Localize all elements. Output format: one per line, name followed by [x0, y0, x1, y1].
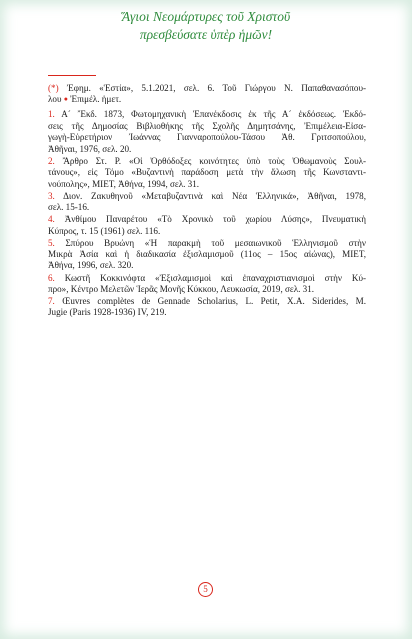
page-number: 5 [198, 582, 213, 597]
footnote-text: Ἐπιμέλ. ἡμετ. [70, 94, 122, 105]
footnote-5 [48, 238, 366, 272]
footnote-line: νούπολης», ΜΙΕΤ, Ἀθήνα, 1994, σελ. 31. [48, 178, 200, 189]
page-heading [0, 8, 412, 44]
footnote-line [48, 238, 366, 249]
footnote-number: 7. [48, 296, 55, 307]
footnote-line: Κύπρος, τ. 15 (1961) σελ. 116. [48, 225, 161, 236]
footnote-line: σεις τῆς Δημοσίας Βιβλιοθήκης τῆς Σχολῆς Δημητσάνης, Ἐπιμέλεια-Εἰσα- [48, 120, 366, 131]
footnote-text: Σπύρου Βρυώνη «Ἡ παρακμὴ τοῦ μεσαιωνικοῦ Ἑλληνισμοῦ στὴν [65, 237, 366, 248]
footnote-line: Ἀθῆναι, 1976, σελ. 20. [48, 143, 132, 154]
footnote-number: 1. [48, 109, 55, 120]
footnote-4 [48, 214, 366, 237]
footnote-line: Μικρὰ Ἀσία καὶ ἡ διαδικασία ἐξισλαμισμοῦ (11ος – 15ος αἰώνας), ΜΙΕΤ, [48, 249, 366, 260]
footnote-star [48, 83, 366, 106]
footnote-line [48, 296, 366, 307]
footnote-number: 4. [48, 214, 55, 225]
footnote-line: Jugie (Paris 1928-1936) IV, 219. [48, 307, 167, 318]
heading-line-2: πρεσβεύσατε ὑπὲρ ἡμῶν! [139, 27, 273, 42]
bullet-separator: ● [63, 95, 68, 104]
footnotes [48, 83, 366, 320]
footnote-text: Œuvres complètes de Gennade Scholarius, L. Petit, X.A. Siderides, M. [62, 296, 366, 307]
footnote-text: Α´ Ἔκδ. 1873, Φωτομηχανικὴ Ἐπανέκδοσις ἐκ τῆς Α´ ἐκδόσεως. Ἐκδό- [61, 109, 366, 120]
footnote-1 [48, 109, 366, 155]
footnote-line: προ», Κέντρο Μελετῶν Ἱερᾶς Μονῆς Κύκκου, Λευκωσία, 2019, σελ. 31. [48, 283, 315, 294]
footnote-number: 6. [48, 272, 55, 283]
footnote-line: τάνους», εἰς Τόμο «Βυζαντινὴ παράδοση μετὰ τὴν ἅλωση τῆς Κωνσταντι- [48, 167, 366, 178]
footnote-text: Διον. Ζακυθηνοῦ «Μεταβυζαντινὰ καὶ Νέα Ἑλληνικά», Ἀθῆναι, 1978, [63, 190, 366, 201]
footnote-2 [48, 156, 366, 190]
footnote-text: λου [48, 94, 62, 105]
footnote-line: γωγὴ-Εὑρετήριον Ἰωάννας Γιανναροπούλου-Τάσου Ἀθ. Γριτσοπούλου, [48, 132, 366, 143]
footnote-separator-rule [48, 75, 96, 76]
footnote-marker: (*) [48, 83, 59, 93]
footnote-line [48, 214, 366, 225]
footnote-7 [48, 296, 366, 319]
footnote-line [48, 109, 366, 120]
footnote-text: Κωστῆ Κοκκινόφτα «Ἐξισλαμισμοὶ καὶ ἐπαναχριστιανισμοὶ στὴν Κύ- [64, 272, 366, 283]
heading-line-1: Ἅγιοι Νεομάρτυρες τοῦ Χριστοῦ [121, 9, 291, 24]
footnote-text: Ἄρθρο Στ. Ρ. «Οἱ Ὀρθόδοξες κοινότητες ὑπὸ τοὺς Ὀθωμανοὺς Σουλ- [62, 155, 366, 166]
footnote-text: Ἐφημ. «Ἑστία», 5.1.2021, σελ. 6. Τοῦ Γιώργου Ν. Παπαθανασόπου- [66, 83, 366, 93]
footnote-line [48, 191, 366, 202]
footnote-line: Ἀθήνα, 1996, σελ. 320. [48, 260, 134, 271]
footnote-number: 3. [48, 190, 55, 201]
footnote-number: 5. [48, 237, 55, 248]
footnote-number: 2. [48, 155, 55, 166]
footnote-3 [48, 191, 366, 214]
footnote-6 [48, 273, 366, 296]
footnote-line [48, 94, 366, 105]
footnote-text: Ἀνθίμου Παναρέτου «Τὸ Χρονικὸ τοῦ χωρίου Λύσης», Πνευματικὴ [64, 214, 366, 225]
footnote-line [48, 156, 366, 167]
footnote-line [48, 83, 366, 94]
footnote-line [48, 273, 366, 284]
footnote-line: σελ. 15-16. [48, 202, 90, 213]
